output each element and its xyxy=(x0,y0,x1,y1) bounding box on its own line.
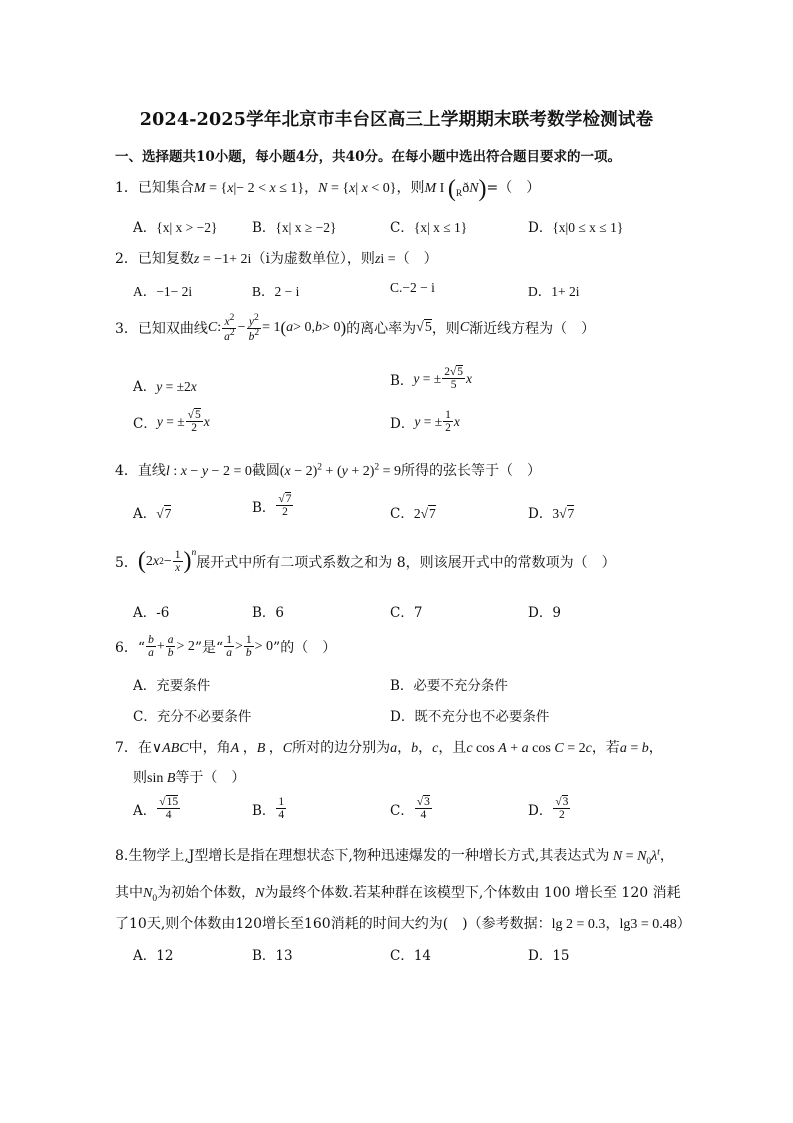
q8-option-c: C．14 xyxy=(390,948,432,964)
question-1-stem xyxy=(115,177,540,201)
q8-option-b: B．13 xyxy=(252,948,293,964)
q3-option-d: D． y = ± $\frac{1}{2}$ x xyxy=(390,409,460,435)
q4-option-c: C．2√7 xyxy=(390,506,436,522)
q2-option-a: A．−1− 2i xyxy=(133,284,193,299)
q4-option-d: D．3√7 xyxy=(528,506,575,522)
page-title: 2024-2025学年北京市丰台区高三上学期期末联考数学检测试卷 xyxy=(139,110,654,130)
q8-option-a: A．12 xyxy=(133,948,174,964)
q1-option-d: D．{x|0 ≤ x ≤ 1} xyxy=(528,220,624,236)
q5-option-b: B．6 xyxy=(252,605,285,621)
q1-expression: M I $(_RðN)$ xyxy=(424,176,487,202)
q7-option-b: B． $\frac{1}{4}$ xyxy=(252,796,285,822)
q3-option-a: A．y = ±2x xyxy=(133,379,197,395)
q1-text: ，则 xyxy=(396,180,425,197)
q1-option-a: A．{x| x > −2} xyxy=(133,220,218,236)
q5-option-a: A．-6 xyxy=(133,605,170,621)
q1-set-m: M = {x|− 2 < x ≤ 1} xyxy=(193,181,305,197)
q7-option-a: A． $\frac{√15}{4}$ xyxy=(133,796,179,822)
question-7-stem-line2: 则sin B等于（ ） xyxy=(133,770,246,786)
q2-option-b: B．2 − i xyxy=(252,284,300,299)
q1-set-n: N = {x| x < 0} xyxy=(318,181,397,197)
q1-option-b: B．{x| x ≥ −2} xyxy=(252,220,337,236)
question-6-stem: 6．“ $\frac{b}{a}$ + $\frac{a}{b}$ > 2 ”是“ $\frac{1}{a}$ > $\frac{1}{b}$ > 0 ”的（ ） xyxy=(115,634,337,660)
section-heading: 一、选择题共10小题，每小题4分，共40分。在每小题中选出符合题目要求的一项。 xyxy=(115,149,621,165)
question-3-stem: 3．已知双曲线 C : $\frac{x^2}{a^2}$ − $\frac{y^2}{b^2}$ = 1 ( a > 0, b > 0 ) 的离心率为 √5 ，则 C 渐近线方程为（ ） xyxy=(115,313,596,343)
q4-option-b: B． $\frac{√7}{2}$ xyxy=(252,493,292,519)
q5-option-d: D．9 xyxy=(528,605,561,621)
q7-option-d: D． $\frac{√3}{2}$ xyxy=(528,796,569,822)
q4-option-a: A．√7 xyxy=(133,506,172,522)
question-5-stem: 5． ( 2 x 2 − $\frac{1}{x}$ ) $^n$ 展开式中所有二项式系数之和为 8，则该展开式中的常数项为（ ） xyxy=(115,548,616,574)
question-2-stem: 2．已知复数z = −1+ 2i（i为虚数单位），则zi =（ ） xyxy=(115,251,438,267)
question-8-line2: 其中$N_0$为初始个体数，N为最终个体数.若某种群在该模型下,个体数由 100 增长至 120 消耗 xyxy=(115,885,681,904)
q8-option-d: D．15 xyxy=(528,948,570,964)
q1-text: ， xyxy=(304,180,319,197)
q1-option-c: C．{x| x ≤ 1} xyxy=(390,220,468,236)
q2-option-c: C.−2 − i xyxy=(390,280,435,295)
q5-option-c: C．7 xyxy=(390,605,423,621)
question-7-stem: 7．在∨ABC中，角A ，B ，C所对的边分别为a，b，c，且c cos A + a cos C = 2c，若a = b， xyxy=(115,740,663,756)
question-4-stem: 4．直线l : x − y − 2 = 0截圆$(x - 2)^2 + (y + 2)^2 = 9$所得的弦长等于（ ） xyxy=(115,462,542,479)
question-8-line1: 8.生物学上,J型增长是指在理想状态下,物种迅速爆发的一种增长方式,其表达式为 $N = N_0\lambda^t$， xyxy=(115,847,674,867)
question-8-line3: 了10天,则个体数由120增长至160消耗的时间大约为( )（参考数据：lg 2 = 0.3，lg3 = 0.48） xyxy=(115,916,691,932)
q1-text: =（ ） xyxy=(486,180,541,197)
q6-option-d: D．既不充分也不必要条件 xyxy=(390,709,550,725)
q6-option-c: C．充分不必要条件 xyxy=(133,709,252,725)
q2-option-d: D．1+ 2i xyxy=(528,284,580,299)
q6-option-b: B．必要不充分条件 xyxy=(390,678,508,694)
q6-option-a: A．充要条件 xyxy=(133,678,211,694)
q3-option-c: C． y = ± $\frac{√5}{2}$ x xyxy=(133,409,210,435)
q1-text: 1．已知集合 xyxy=(115,180,194,197)
q3-option-b: B． y = ± $\frac{2√5}{5}$ x xyxy=(390,366,473,392)
q7-option-c: C． $\frac{√3}{4}$ xyxy=(390,796,430,822)
